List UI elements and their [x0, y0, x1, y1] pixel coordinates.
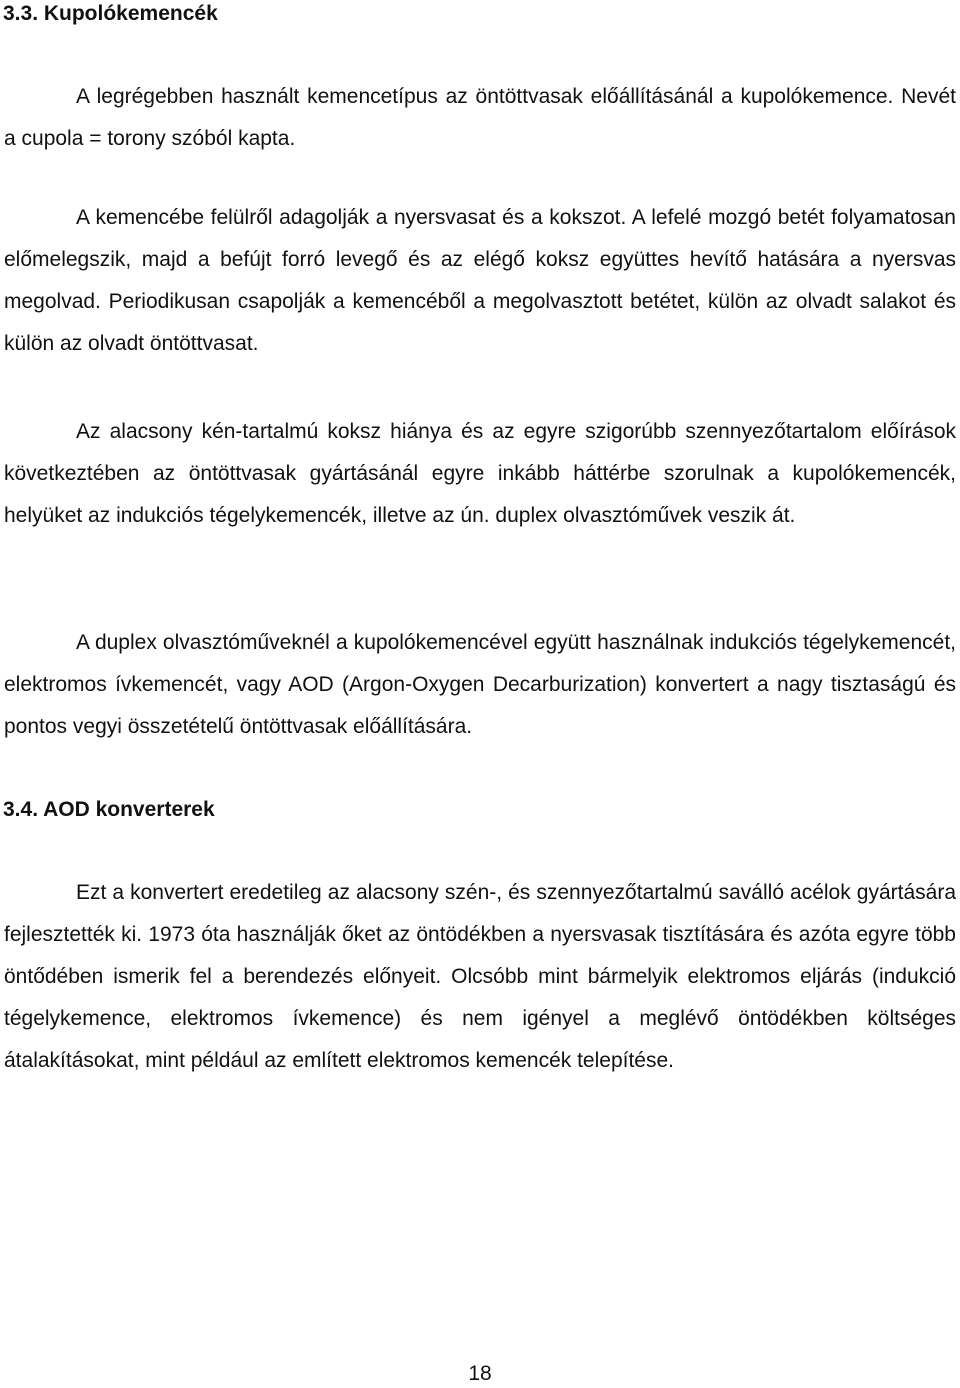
paragraph-text: A kemencébe felülről adagolják a nyersvasat és a kokszot. A lefelé mozgó betét folyamatosan előmelegszik, majd a befújt forró levegő és az elégő koksz együttes hevítő hatására a nyersvas megolvad. Periodikusan csapolják a kemencéből a megolvasztott betétet, külön az olvadt salakot és külön az olvadt öntöttvasat. [4, 206, 956, 355]
paragraph-kupolokemence-intro [4, 76, 956, 160]
paragraph-kupolokemence-decline [4, 411, 956, 537]
paragraph-text: Ezt a konvertert eredetileg az alacsony szén-, és szennyezőtartalmú saválló acélok gyártására fejlesztették ki. 1973 óta használják őket az öntödékben a nyersvasak tisztítására és azóta egyre több öntődében ismerik fel a berendezés előnyeit. Olcsóbb mint bármelyik elektromos eljárás (indukció tégelykemence, elektromos ívkemence) és nem igényel a meglévő öntödékben költséges átalakításokat, mint például az említett elektromos kemencék telepítése. [4, 881, 956, 1072]
paragraph-duplex-olvasztomuvek [4, 622, 956, 748]
page-number: 18 [468, 1362, 492, 1385]
paragraph-text: A legrégebben használt kemencetípus az öntöttvasak előállításánál a kupolókemence. Nevét a cupola = torony szóból kapta. [4, 85, 956, 150]
section-heading-aod-konverterek: 3.4. AOD konverterek [3, 798, 215, 821]
paragraph-kupolokemence-process [4, 197, 956, 365]
section-heading-kupolokemencek: 3.3. Kupolókemencék [3, 2, 218, 25]
paragraph-text: Az alacsony kén-tartalmú koksz hiánya és az egyre szigorúbb szennyezőtartalom előírások következtében az öntöttvasak gyártásánál egyre inkább háttérbe szorulnak a kupolókemencék, helyüket az indukciós tégelykemencék, illetve az ún. duplex olvasztóművek veszik át. [4, 420, 956, 527]
paragraph-aod-konverter [4, 872, 956, 1082]
paragraph-text: A duplex olvasztóműveknél a kupolókemencével együtt használnak indukciós tégelykemencét, elektromos ívkemencét, vagy AOD (Argon-Oxygen Decarburization) konvertert a nagy tisztaságú és pontos vegyi összetételű öntöttvasak előállítására. [4, 631, 956, 738]
